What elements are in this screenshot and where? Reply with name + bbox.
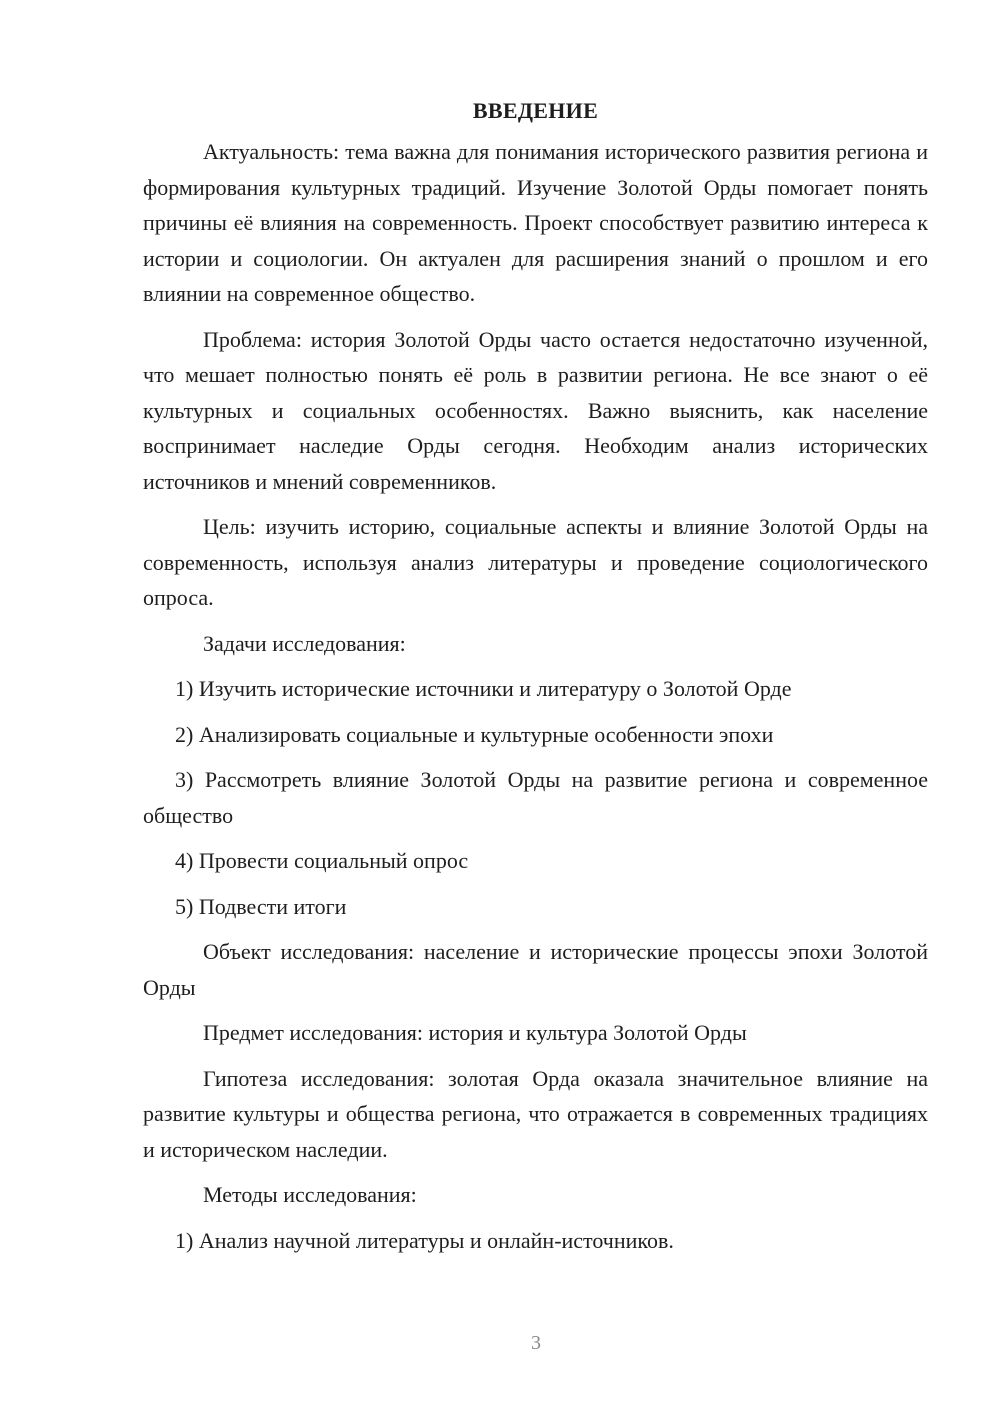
- tasks-heading: Задачи исследования:: [203, 630, 406, 656]
- problem-paragraph: Проблема: история Золотой Орды часто остается недостаточно изученной, что мешает полностью понять её роль в развитии региона. Не все знают о её культурных и социальных особенностях. Важно выяснить, как население воспринимает наследие Орды сегодня. Необходим анализ исторических источников и мнений современников.: [143, 326, 928, 494]
- task-item-5: 5) Подвести итоги: [175, 893, 347, 919]
- task-item-2: 2) Анализировать социальные и культурные особенности эпохи: [175, 721, 774, 747]
- method-item-1: 1) Анализ научной литературы и онлайн-источников.: [175, 1227, 674, 1253]
- task-item-1: 1) Изучить исторические источники и литературу о Золотой Орде: [175, 676, 792, 701]
- page-content: [143, 98, 928, 1268]
- hypothesis-paragraph: Гипотеза исследования: золотая Орда оказала значительное влияние на развитие культуры и общества региона, что отражается в современных традициях и историческом наследии.: [143, 1065, 928, 1162]
- task-item-3: 3) Рассмотреть влияние Золотой Орды на развитие региона и современное общество: [143, 767, 928, 828]
- methods-heading: Методы исследования:: [203, 1182, 417, 1207]
- object-paragraph: Объект исследования: население и исторические процессы эпохи Золотой Орды: [143, 939, 928, 1000]
- goal-paragraph: Цель: изучить историю, социальные аспекты и влияние Золотой Орды на современность, используя анализ литературы и проведение социологического опроса.: [143, 514, 928, 610]
- page-number: 3: [531, 1332, 541, 1354]
- subject-paragraph: Предмет исследования: история и культура Золотой Орды: [203, 1020, 747, 1045]
- task-item-4: 4) Провести социальный опрос: [175, 848, 469, 873]
- relevance-paragraph: Актуальность: тема важна для понимания исторического развития региона и формирования культурных традиций. Изучение Золотой Орды помогает понять причины её влияния на современность. Проект способствует развитию интереса к истории и социологии. Он актуален для расширения знаний о прошлом и его влиянии на современное общество.: [143, 139, 928, 306]
- page-title: ВВЕДЕНИЕ: [472, 98, 599, 123]
